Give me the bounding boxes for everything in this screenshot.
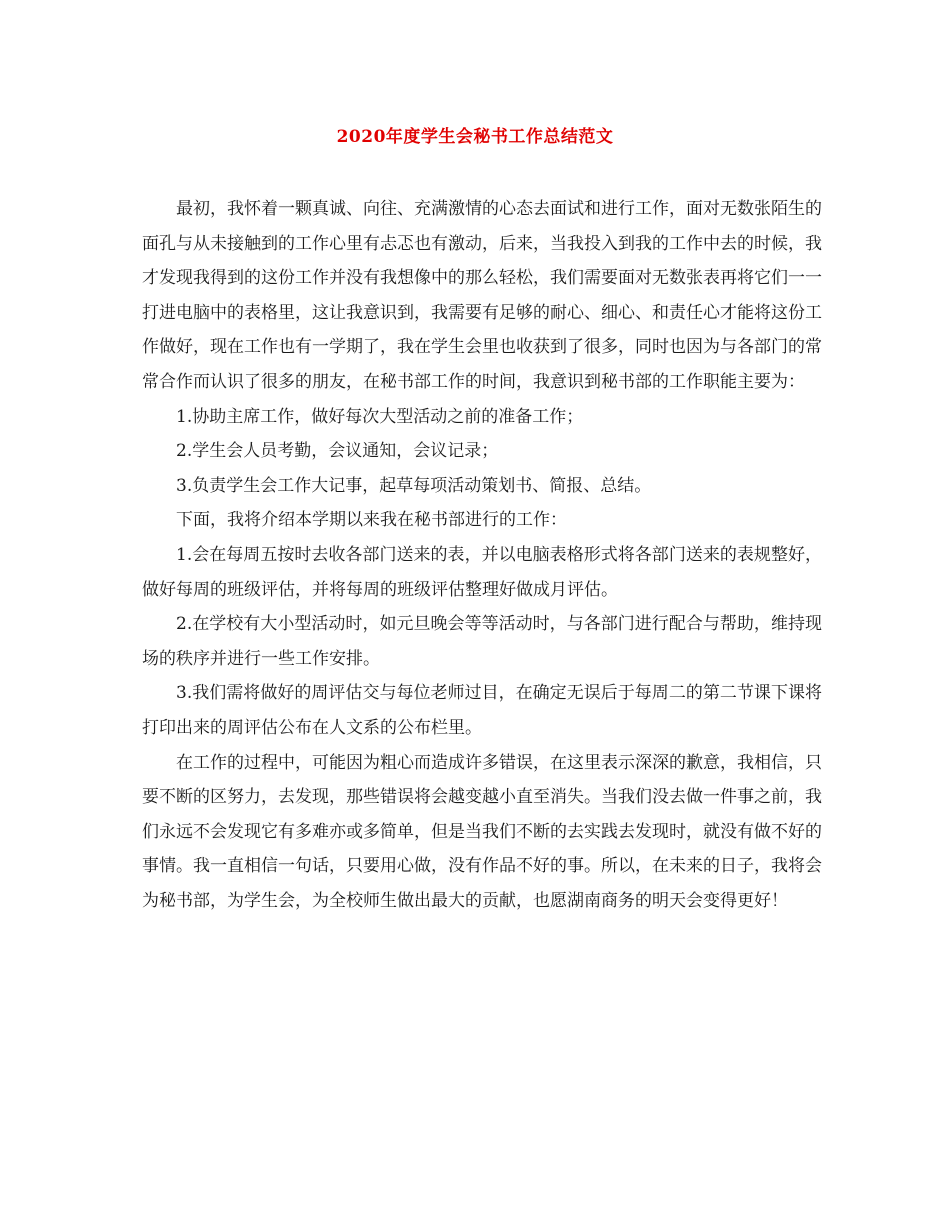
paragraph-conclusion: 在工作的过程中，可能因为粗心而造成许多错误，在这里表示深深的歉意，我相信，只要不断的区努力，去发现，那些错误将会越变越小直至消失。当我们没去做一件事之前，我们永远不会发现它有多难亦或多简单，但是当我们不断的去实践去发现时，就没有做不好的事情。我一直相信一句话，只要用心做，没有作品不好的事。所以，在未来的日子，我将会为秘书部，为学生会，为全校师生做出最大的贡献，也愿湖南商务的明天会变得更好！ — [142, 752, 822, 911]
paragraph-intro: 最初，我怀着一颗真诚、向往、充满激情的心态去面试和进行工作，面对无数张陌生的面孔与从未接触到的工作心里有忐忑也有激动，后来，当我投入到我的工作中去的时候，我才发现我得到的这份工作并没有我想像中的那么轻松，我们需要面对无数张表再将它们一一打进电脑中的表格里，这让我意识到，我需要有足够的耐心、细心、和责任心才能将这份工作做好，现在工作也有一学期了，我在学生会里也收获到了很多，同时也因为与各部门的常常合作而认识了很多的朋友，在秘书部工作的时间，我意识到秘书部的工作职能主要为： — [142, 199, 822, 392]
paragraph-duty-2: 2.学生会人员考勤，会议通知，会议记录； — [176, 441, 499, 462]
paragraph-work-2: 2.在学校有大小型活动时，如元旦晚会等等活动时，与各部门进行配合与帮助，维持现场的秩序并进行一些工作安排。 — [142, 614, 822, 669]
document-body — [142, 192, 822, 918]
document-title: 2020年度学生会秘书工作总结范文 — [336, 127, 614, 147]
paragraph-duty-3: 3.负责学生会工作大记事，起草每项活动策划书、简报、总结。 — [176, 475, 652, 496]
paragraph-work-1: 1.会在每周五按时去收各部门送来的表，并以电脑表格形式将各部门送来的表规整好，做好每周的班级评估，并将每周的班级评估整理好做成月评估。 — [142, 544, 822, 600]
paragraph-work-intro: 下面，我将介绍本学期以来我在秘书部进行的工作： — [176, 510, 567, 531]
paragraph-work-3: 3.我们需将做好的周评估交与每位老师过目，在确定无误后于每周二的第二节课下课将打印出来的周评估公布在人文系的公布栏里。 — [142, 683, 822, 738]
paragraph-duty-1: 1.协助主席工作，做好每次大型活动之前的准备工作； — [176, 406, 584, 427]
